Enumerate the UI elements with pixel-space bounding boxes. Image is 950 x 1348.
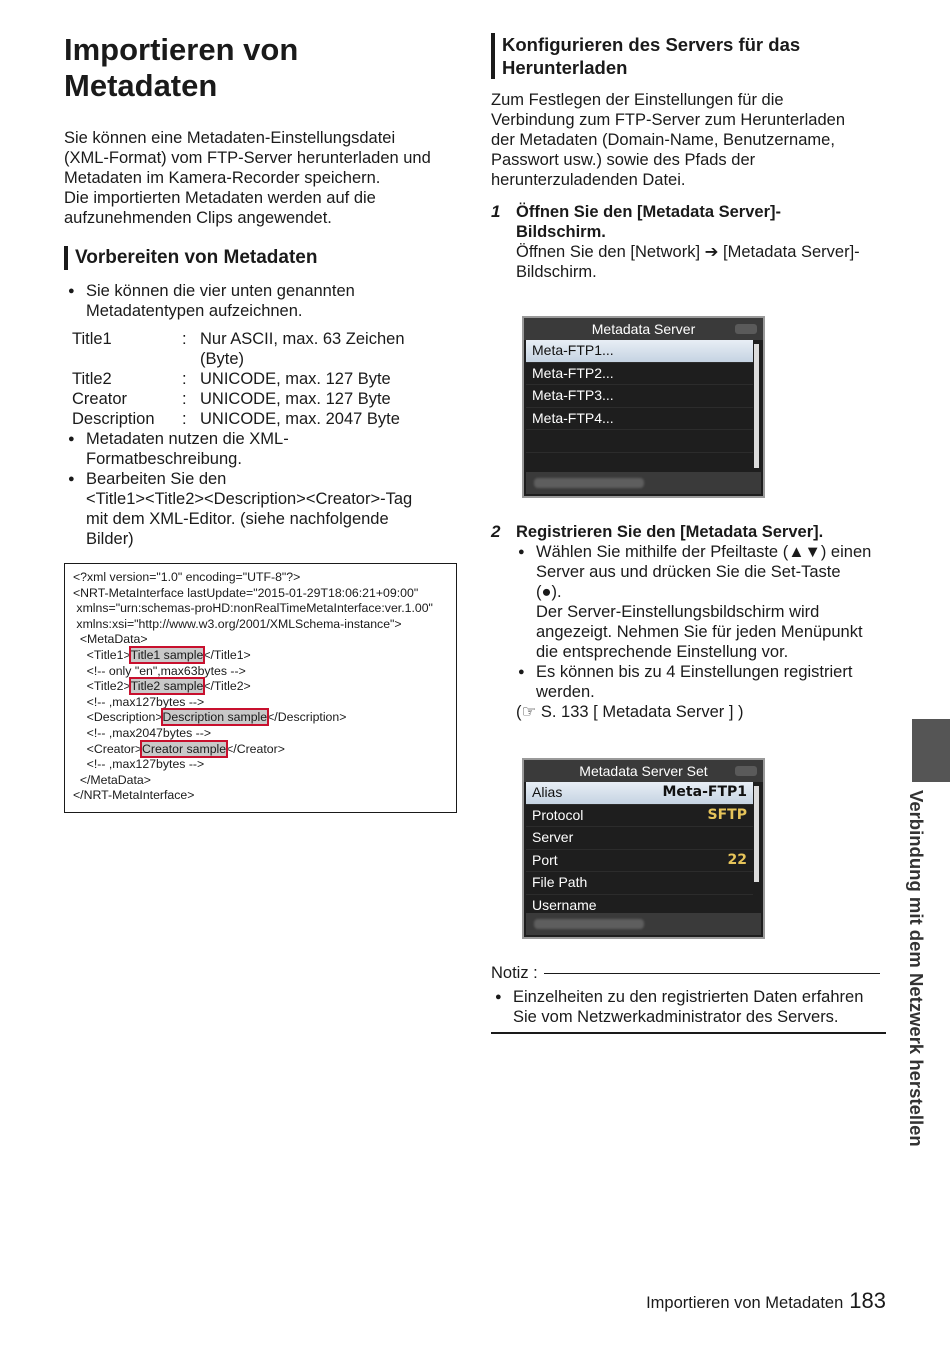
screen-status-bar (526, 472, 761, 494)
table-row: Title2 : UNICODE, max. 127 Byte (72, 370, 391, 388)
page-footer (646, 1288, 886, 1316)
divider (491, 1032, 886, 1034)
note-list (493, 987, 886, 1027)
section-heading-configure: Konfigurieren des Servers für das Herunterladen (491, 33, 892, 79)
scrollbar[interactable] (754, 344, 759, 468)
xml-line-description: <Description>Description sample</Description> (73, 710, 347, 725)
chapter-tab-marker (912, 719, 950, 782)
xml-line-creator: <Creator>Creator sample</Creator> (73, 741, 285, 756)
divider (544, 973, 880, 974)
menu-item-meta-ftp3[interactable]: Meta-FTP3... (526, 385, 753, 408)
step-2 (491, 522, 886, 722)
menu-item-empty (526, 430, 753, 453)
setting-row-port[interactable]: Port 22 (526, 850, 753, 873)
chapter-tab-label: Verbindung mit dem Netzwerk herstellen (906, 790, 927, 1147)
note-box (491, 963, 886, 1027)
step-1 (491, 202, 886, 282)
step-title: Öffnen Sie den [Metadata Server]- Bildschirm. (516, 203, 781, 241)
list-item: ● Es können bis zu 4 Einstellungen registriert werden. (516, 662, 886, 702)
step2-bullet-list (516, 542, 886, 702)
description-sample-highlight: Description sample (162, 710, 268, 725)
scrollbar[interactable] (754, 786, 759, 882)
screen-title: Metadata Server Set (524, 760, 763, 782)
screen-status-bar (526, 913, 761, 935)
list-item: ● Einzelheiten zu den registrierten Daten erfahren Sie vom Netzwerkadministrator des Servers. (493, 987, 886, 1027)
battery-indicator (735, 766, 757, 776)
battery-indicator (735, 324, 757, 334)
metadata-server-screen (522, 316, 765, 498)
setting-row-file-path[interactable]: File Path (526, 872, 753, 895)
configure-intro-text: Zum Festlegen der Einstellungen für die Verbindung zum FTP-Server zum Herunterladen der Metadaten (Domain-Name, Benutzername, Passwort usw.) sowie des Pfads der herunterzuladenden Datei. (491, 91, 845, 189)
menu-item-meta-ftp1[interactable]: Meta-FTP1... (526, 340, 753, 363)
note-header: Notiz : (491, 963, 886, 983)
setting-row-alias[interactable]: Alias Meta-FTP1 (526, 782, 753, 805)
setting-row-server[interactable]: Server (526, 827, 753, 850)
title1-sample-highlight: Title1 sample (130, 647, 204, 662)
intro-text: Sie können eine Metadaten-Einstellungsdatei (XML-Format) vom FTP-Server herunterladen und Metadaten im Kamera-Recorder speichern. Die importierten Metadaten werden auf die aufzunehmenden Clips angewendet. (64, 129, 431, 227)
step-title: Registrieren Sie den [Metadata Server]. (516, 523, 824, 541)
list-item: ● Sie können die vier unten genannten Metadatentypen aufzeichnen. Title1 : Nur ASCII, max. 63 Zeichen (Byte) Title2 : UNICODE, max. 127 Byte Creator : UNICODE, max. 127 Byte Description : UNICODE, max. 2047 Byte (68, 281, 460, 429)
setting-row-protocol[interactable]: Protocol SFTP (526, 805, 753, 828)
list-item: ● Bearbeiten Sie den <Title1><Title2><Description><Creator>-Tag mit dem XML-Editor. (siehe nachfolgende Bilder) (68, 469, 460, 549)
setting-row-username[interactable]: Username (526, 895, 753, 918)
metadata-server-set-screen (522, 758, 765, 939)
creator-sample-highlight: Creator sample (142, 741, 227, 756)
list-item: ● Wählen Sie mithilfe der Pfeiltaste (▲▼) einen Server aus und drücken Sie die Set-Taste (●). Der Server-Einstellungsbildschirm wird angezeigt. Nehmen Sie für jeden Menüpunkt die entsprechende Einstellung vor. (516, 542, 886, 662)
screen-title: Metadata Server (524, 318, 763, 340)
table-row: Description : UNICODE, max. 2047 Byte (72, 410, 400, 428)
metadata-types-table (72, 329, 445, 429)
page-title: Importieren von Metadaten (64, 32, 299, 103)
section-heading-prepare: Vorbereiten von Metadaten (64, 246, 455, 270)
title2-sample-highlight: Title2 sample (130, 679, 204, 694)
prepare-bullet-list (68, 281, 460, 549)
step-number: 1 (491, 202, 501, 221)
list-item: ● Metadaten nutzen die XML- Formatbeschreibung. (68, 429, 460, 469)
footer-section-title: Importieren von Metadaten (646, 1294, 844, 1312)
page-number: 183 (849, 1288, 886, 1313)
xml-line-title2: <Title2>Title2 sample</Title2> (73, 679, 251, 694)
xml-line-title1: <Title1>Title1 sample</Title1> (73, 647, 251, 662)
table-row: Title1 : Nur ASCII, max. 63 Zeichen (Byte) (72, 330, 405, 368)
xml-example-box: <?xml version="1.0" encoding="UTF-8"?> <NRT-MetaInterface lastUpdate="2015-01-29T18:06:21+09:00" xmlns="urn:schemas-proHD:nonRealTimeMetaInterface:ver.1.00" xmlns:xsi="http://www.w3.org/2001/XMLSchema-instance"> <MetaData> <Title1>Title1 sample</Title1> <!-- only "en",max63bytes --> <Title2>Title2 sample</Title2> <!-- ,max127bytes --> <Description>Description sample</Description> <!-- ,max2047bytes --> <Creator>Creator sample</Creator> <!-- ,max127bytes --> </MetaData> </NRT-MetaInterface> (64, 563, 457, 813)
menu-item-meta-ftp2[interactable]: Meta-FTP2... (526, 363, 753, 386)
menu-item-meta-ftp4[interactable]: Meta-FTP4... (526, 408, 753, 431)
step-number: 2 (491, 522, 501, 541)
step-body: Öffnen Sie den [Network] ➔ [Metadata Server]- Bildschirm. (516, 243, 860, 281)
page-reference: (☞ S. 133 [ Metadata Server ] ) (516, 703, 744, 721)
table-row: Creator : UNICODE, max. 127 Byte (72, 390, 391, 408)
